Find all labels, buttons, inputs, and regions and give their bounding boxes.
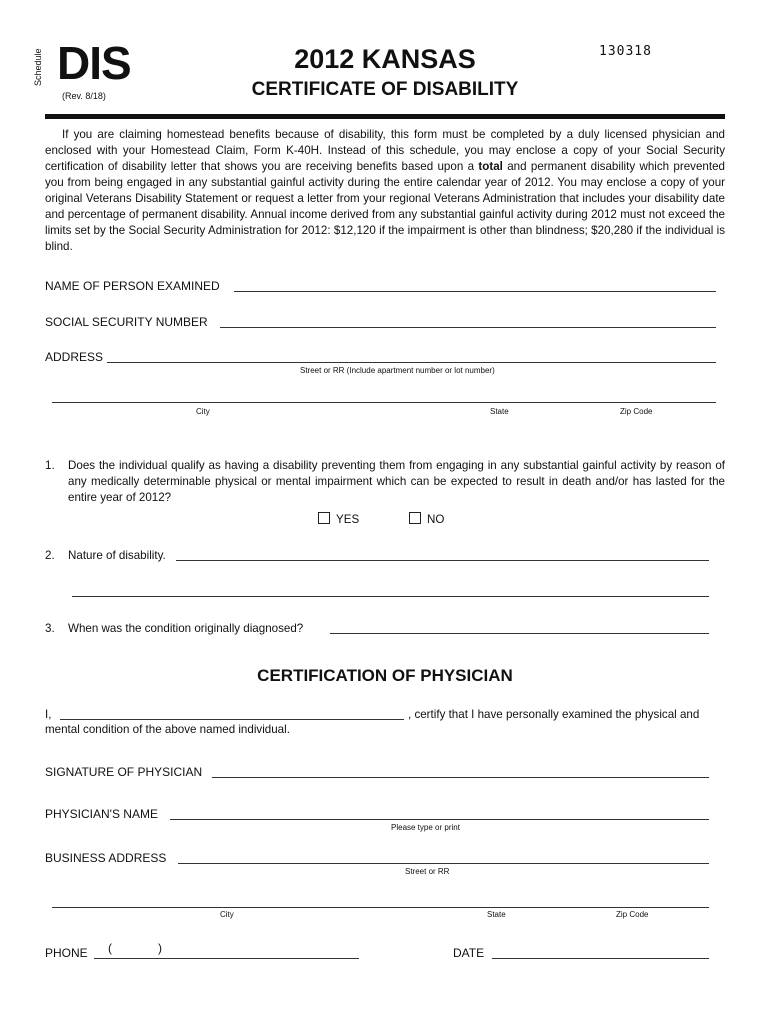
signature-label: SIGNATURE OF PHYSICIAN: [45, 765, 203, 779]
address-street-field[interactable]: [107, 362, 716, 363]
form-number: 130318: [599, 44, 652, 59]
certify-i-label: I,: [45, 708, 52, 721]
person-name-label: NAME OF PERSON EXAMINED: [45, 279, 220, 293]
physician-name-caption: Please type or print: [391, 823, 460, 832]
address-street-caption: Street or RR (Include apartment number or lot number): [300, 366, 495, 375]
ssn-field[interactable]: [220, 327, 716, 328]
page-subtitle: CERTIFICATE OF DISABILITY: [251, 79, 519, 100]
instructions-text-1: If you are claiming homestead benefits because of disability, this form must be completed by a duly licensed physician and enclosed with your Homestead Claim, Form K-40H. Instead of this schedule, you may enclose a copy of your Social Security certification of disability letter that shows you are receiving benefits based upon a: [45, 128, 725, 173]
page-title: 2012 KANSAS: [294, 44, 476, 74]
business-state-caption: State: [487, 910, 506, 919]
business-city-caption: City: [220, 910, 234, 919]
business-address-label: BUSINESS ADDRESS: [45, 851, 167, 865]
yes-option[interactable]: [318, 512, 359, 528]
yes-checkbox[interactable]: [318, 512, 330, 524]
nature-of-disability-field-2[interactable]: [72, 596, 709, 597]
physician-section-title: CERTIFICATION OF PHYSICIAN: [257, 666, 513, 685]
physician-name-label: PHYSICIAN'S NAME: [45, 807, 158, 821]
question-3-text: When was the condition originally diagnosed?: [68, 622, 304, 635]
phone-area-open: (: [108, 941, 112, 955]
phone-field[interactable]: [94, 958, 359, 959]
phone-label: PHONE: [45, 946, 88, 960]
header-rule: [45, 114, 725, 119]
address-zip-caption: Zip Code: [620, 407, 653, 416]
no-option[interactable]: [409, 512, 444, 528]
instructions-bold-word: total: [478, 160, 503, 173]
signature-field[interactable]: [212, 777, 709, 778]
business-city-state-zip-field[interactable]: [52, 907, 709, 908]
no-checkbox[interactable]: [409, 512, 421, 524]
address-state-caption: State: [490, 407, 509, 416]
question-2-text: Nature of disability.: [68, 549, 166, 562]
schedule-code: DIS: [57, 37, 131, 89]
question-1-text: Does the individual qualify as having a disability preventing them from engaging in any substantial gainful activity by reason of any medically determinable physical or mental impairment which can be expected to result in death and/or has lasted for the entire year of 2012?: [68, 459, 725, 504]
no-label: NO: [427, 513, 445, 526]
certify-text: , certify that I have personally examined the physical and: [408, 708, 700, 721]
business-zip-caption: Zip Code: [616, 910, 649, 919]
certify-text-2: mental condition of the above named individual.: [45, 723, 290, 736]
question-1-number: 1.: [45, 459, 55, 472]
diagnosis-date-field[interactable]: [330, 633, 709, 634]
question-3-number: 3.: [45, 622, 55, 635]
address-label: ADDRESS: [45, 350, 104, 364]
person-name-field[interactable]: [234, 291, 716, 292]
instructions-text-2: and permanent disability which prevented you from being engaged in any substantial gainful activity during the entire calendar year of 2012. You may enclose a copy of your original Veterans Disability Statement or request a letter from your regional Veterans Administration that includes your disability date and percentage of permanent disability. Annual income derived from any substantial gainful activity during 2012 must not exceed the limits set by the Social Security Administration for 2012: $12,120 if the impairment is other than blindness; $20,280 if the individual is blind.: [45, 160, 725, 253]
yes-label: YES: [336, 513, 360, 526]
address-city-caption: City: [196, 407, 210, 416]
business-street-caption: Street or RR: [405, 867, 450, 876]
ssn-label: SOCIAL SECURITY NUMBER: [45, 315, 208, 329]
certifying-physician-name-field[interactable]: [60, 719, 404, 720]
question-2-number: 2.: [45, 549, 55, 562]
instructions-paragraph: [45, 127, 725, 255]
nature-of-disability-field[interactable]: [176, 560, 709, 561]
schedule-label: Schedule: [33, 48, 43, 86]
address-city-state-zip-field[interactable]: [52, 402, 716, 403]
business-street-field[interactable]: [178, 863, 709, 864]
phone-area-close: ): [158, 941, 162, 955]
revision-date: (Rev. 8/18): [62, 91, 106, 101]
physician-name-field[interactable]: [170, 819, 709, 820]
date-label: DATE: [453, 946, 485, 960]
date-field[interactable]: [492, 958, 709, 959]
